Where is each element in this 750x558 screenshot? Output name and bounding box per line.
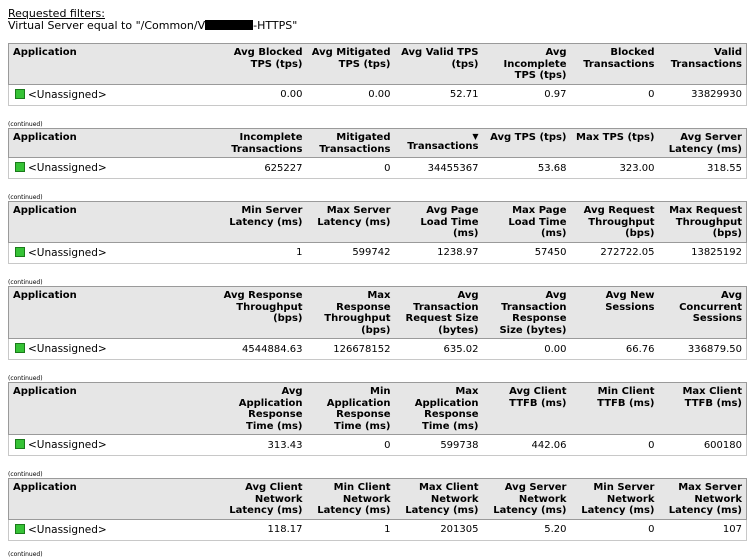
application-cell xyxy=(9,84,219,105)
column-header-label: Avg TPS (tps) xyxy=(490,132,567,143)
column-header-label: Max Client Network Latency (ms) xyxy=(405,482,479,516)
value-cell xyxy=(659,519,747,540)
column-header[interactable] xyxy=(571,383,659,435)
column-header[interactable] xyxy=(483,202,571,243)
application-name: <Unassigned> xyxy=(28,88,107,101)
column-header[interactable] xyxy=(395,479,483,520)
application-status-icon xyxy=(15,524,25,534)
requested-filters xyxy=(8,8,297,32)
column-header-label: Avg Transaction Response Size (bytes) xyxy=(499,290,567,336)
report-table-block xyxy=(8,286,744,360)
table-row xyxy=(9,242,747,263)
column-header[interactable] xyxy=(307,129,395,158)
cell-value: 13825192 xyxy=(691,247,742,258)
column-header-label: Avg Client Network Latency (ms) xyxy=(229,482,303,516)
column-header-label: Avg Transaction Request Size (bytes) xyxy=(405,290,479,336)
cell-value: 0.00 xyxy=(280,89,303,100)
application-name: <Unassigned> xyxy=(28,162,107,174)
column-header-label: Avg Page Load Time (ms) xyxy=(420,205,479,239)
report-table xyxy=(8,286,747,360)
value-cell xyxy=(307,435,395,456)
value-cell xyxy=(219,158,307,179)
column-header-label: Blocked Transactions xyxy=(583,47,655,70)
cell-value: 0.97 xyxy=(544,89,567,100)
cell-value: 0 xyxy=(648,89,655,100)
table-row xyxy=(9,519,747,540)
column-header-label: Max Server Latency (ms) xyxy=(317,205,391,228)
cell-value: 57450 xyxy=(534,247,567,258)
continued-label: (continued) xyxy=(8,279,43,286)
column-header[interactable] xyxy=(395,202,483,243)
column-header-label: Application xyxy=(13,132,77,143)
value-cell xyxy=(659,242,747,263)
column-header-label: Application xyxy=(13,482,77,493)
cell-value: 272722.05 xyxy=(600,247,655,258)
column-header[interactable] xyxy=(395,287,483,339)
value-cell xyxy=(571,519,659,540)
table-row xyxy=(9,158,747,179)
sort-desc-icon: ▼ xyxy=(472,132,479,141)
column-header-label: Avg New Sessions xyxy=(605,290,655,313)
column-header[interactable] xyxy=(9,479,219,520)
cell-value: 0.00 xyxy=(544,343,567,355)
report-table-block xyxy=(8,43,744,106)
column-header[interactable] xyxy=(9,202,219,243)
cell-value: 4544884.63 xyxy=(242,343,303,355)
report-table xyxy=(8,201,747,264)
column-header[interactable] xyxy=(395,44,483,85)
column-header[interactable] xyxy=(307,383,395,435)
column-header[interactable] xyxy=(307,202,395,243)
column-header-label: Avg Concurrent Sessions xyxy=(679,290,742,324)
value-cell xyxy=(219,339,307,360)
value-cell xyxy=(395,519,483,540)
value-cell xyxy=(483,519,571,540)
column-header[interactable] xyxy=(483,479,571,520)
redaction-bar xyxy=(205,20,253,30)
value-cell xyxy=(571,339,659,360)
value-cell xyxy=(659,158,747,179)
filter-line xyxy=(8,20,297,32)
continued-label: (continued) xyxy=(8,471,43,478)
value-cell xyxy=(659,435,747,456)
cell-value: 313.43 xyxy=(267,439,303,451)
continued-label: (continued) xyxy=(8,121,43,128)
column-header[interactable] xyxy=(571,287,659,339)
application-status-icon xyxy=(15,162,25,172)
column-header-label: Avg Incomplete TPS (tps) xyxy=(503,47,567,81)
column-header-label: Avg Client TTFB (ms) xyxy=(509,386,567,409)
column-header-label: Avg Server Latency (ms) xyxy=(668,132,742,155)
value-cell xyxy=(659,339,747,360)
column-header[interactable] xyxy=(219,202,307,243)
continued-label: (continued) xyxy=(8,194,43,201)
report-table xyxy=(8,43,747,106)
application-name: <Unassigned> xyxy=(28,246,107,259)
value-cell xyxy=(219,242,307,263)
column-header[interactable] xyxy=(219,287,307,339)
cell-value: 625227 xyxy=(264,162,303,174)
column-header[interactable] xyxy=(483,383,571,435)
cell-value: 442.06 xyxy=(531,439,567,451)
application-cell xyxy=(9,158,219,179)
column-header[interactable] xyxy=(9,129,219,158)
column-header-label: Transactions xyxy=(407,141,479,152)
column-header[interactable] xyxy=(395,383,483,435)
column-header-label: Max Server Network Latency (ms) xyxy=(668,482,742,516)
report-table-block xyxy=(8,128,744,179)
cell-value: 336879.50 xyxy=(687,343,742,355)
column-header[interactable] xyxy=(9,44,219,85)
application-name: <Unassigned> xyxy=(28,439,107,451)
application-status-icon xyxy=(15,89,25,99)
column-header-label: Application xyxy=(13,205,77,216)
column-header[interactable] xyxy=(307,44,395,85)
column-header[interactable] xyxy=(219,44,307,85)
value-cell xyxy=(571,435,659,456)
column-header-label: Min Server Network Latency (ms) xyxy=(581,482,655,516)
column-header[interactable] xyxy=(219,479,307,520)
value-cell xyxy=(307,519,395,540)
table-row xyxy=(9,84,747,105)
cell-value: 118.17 xyxy=(267,524,303,535)
value-cell xyxy=(395,435,483,456)
column-header[interactable] xyxy=(659,383,747,435)
value-cell xyxy=(483,242,571,263)
column-header[interactable] xyxy=(9,383,219,435)
report-table xyxy=(8,128,747,179)
report-table xyxy=(8,478,747,541)
continued-label: (continued) xyxy=(8,551,43,558)
cell-value: 0 xyxy=(648,439,655,451)
value-cell xyxy=(219,84,307,105)
column-header[interactable] xyxy=(307,287,395,339)
table-row xyxy=(9,339,747,360)
column-header[interactable] xyxy=(483,44,571,85)
cell-value: 66.76 xyxy=(625,343,655,355)
column-header[interactable] xyxy=(659,287,747,339)
cell-value: 599742 xyxy=(352,247,391,258)
cell-value: 52.71 xyxy=(449,89,479,100)
column-header-label: Avg Valid TPS (tps) xyxy=(401,47,479,70)
column-header-label: Max TPS (tps) xyxy=(576,132,655,143)
column-header-label: Max Page Load Time (ms) xyxy=(508,205,567,239)
value-cell xyxy=(571,242,659,263)
column-header-label: Valid Transactions xyxy=(670,47,742,70)
cell-value: 323.00 xyxy=(619,162,655,174)
column-header-label: Application xyxy=(13,386,77,397)
column-header-label: Max Request Throughput (bps) xyxy=(669,205,742,239)
table-row xyxy=(9,435,747,456)
value-cell xyxy=(219,519,307,540)
cell-value: 33829930 xyxy=(691,89,742,100)
column-header-label: Avg Request Throughput (bps) xyxy=(583,205,655,239)
column-header[interactable] xyxy=(219,383,307,435)
column-header-label: Application xyxy=(13,290,77,301)
column-header[interactable] xyxy=(219,129,307,158)
value-cell xyxy=(395,339,483,360)
column-header[interactable] xyxy=(571,479,659,520)
column-header[interactable] xyxy=(395,129,483,158)
filter-prefix: Virtual Server equal to "/Common/V xyxy=(8,19,206,32)
value-cell xyxy=(307,242,395,263)
continued-label: (continued) xyxy=(8,375,43,382)
cell-value: 599738 xyxy=(440,439,479,451)
application-cell xyxy=(9,339,219,360)
column-header[interactable] xyxy=(659,479,747,520)
column-header-label: Avg Application Response Time (ms) xyxy=(238,386,303,432)
cell-value: 1238.97 xyxy=(437,247,479,258)
column-header-label: Avg Mitigated TPS (tps) xyxy=(311,47,391,70)
column-header-label: Avg Blocked TPS (tps) xyxy=(233,47,303,70)
cell-value: 0 xyxy=(648,524,655,535)
column-header-label: Max Response Throughput (bps) xyxy=(324,290,391,336)
value-cell xyxy=(307,84,395,105)
filter-suffix: -HTTPS" xyxy=(253,19,298,32)
cell-value: 53.68 xyxy=(537,162,567,174)
column-header-label: Min Client Network Latency (ms) xyxy=(317,482,391,516)
value-cell xyxy=(483,84,571,105)
cell-value: 635.02 xyxy=(443,343,479,355)
application-name: <Unassigned> xyxy=(28,343,107,355)
value-cell xyxy=(219,435,307,456)
column-header-label: Application xyxy=(13,47,77,58)
application-status-icon xyxy=(15,343,25,353)
application-cell xyxy=(9,435,219,456)
column-header[interactable] xyxy=(9,287,219,339)
value-cell xyxy=(659,84,747,105)
column-header[interactable] xyxy=(659,44,747,85)
report-table-block xyxy=(8,201,744,264)
value-cell xyxy=(483,158,571,179)
cell-value: 0.00 xyxy=(368,89,391,100)
column-header[interactable] xyxy=(659,129,747,158)
column-header-label: Min Client TTFB (ms) xyxy=(597,386,655,409)
column-header[interactable] xyxy=(571,129,659,158)
column-header[interactable] xyxy=(307,479,395,520)
value-cell xyxy=(395,242,483,263)
application-cell xyxy=(9,242,219,263)
application-name: <Unassigned> xyxy=(28,523,107,536)
cell-value: 0 xyxy=(384,439,391,451)
cell-value: 107 xyxy=(722,524,742,535)
value-cell xyxy=(395,84,483,105)
value-cell xyxy=(571,158,659,179)
value-cell xyxy=(307,339,395,360)
cell-value: 126678152 xyxy=(333,343,391,355)
value-cell xyxy=(307,158,395,179)
column-header[interactable] xyxy=(483,287,571,339)
column-header-label: Max Client TTFB (ms) xyxy=(682,386,742,409)
report-table-block xyxy=(8,382,744,456)
report-table-block xyxy=(8,478,744,541)
value-cell xyxy=(571,84,659,105)
cell-value: 600180 xyxy=(703,439,742,451)
cell-value: 201305 xyxy=(440,524,479,535)
value-cell xyxy=(483,435,571,456)
filters-header: Requested filters: xyxy=(8,7,105,20)
column-header-label: Mitigated Transactions xyxy=(319,132,391,155)
cell-value: 34455367 xyxy=(427,162,479,174)
column-header-label: Avg Response Throughput (bps) xyxy=(223,290,303,324)
report-table xyxy=(8,382,747,456)
column-header[interactable] xyxy=(483,129,571,158)
application-status-icon xyxy=(15,439,25,449)
cell-value: 0 xyxy=(384,162,391,174)
value-cell xyxy=(483,339,571,360)
column-header[interactable] xyxy=(571,202,659,243)
column-header-label: Min Server Latency (ms) xyxy=(229,205,303,228)
column-header[interactable] xyxy=(659,202,747,243)
value-cell xyxy=(395,158,483,179)
cell-value: 1 xyxy=(296,247,303,258)
cell-value: 1 xyxy=(384,524,391,535)
application-cell xyxy=(9,519,219,540)
column-header[interactable] xyxy=(571,44,659,85)
column-header-label: Min Application Response Time (ms) xyxy=(326,386,391,432)
column-header-label: Avg Server Network Latency (ms) xyxy=(493,482,567,516)
cell-value: 318.55 xyxy=(707,162,742,174)
cell-value: 5.20 xyxy=(544,524,567,535)
column-header-label: Incomplete Transactions xyxy=(231,132,303,155)
column-header-label: Max Application Response Time (ms) xyxy=(414,386,479,432)
application-status-icon xyxy=(15,247,25,257)
